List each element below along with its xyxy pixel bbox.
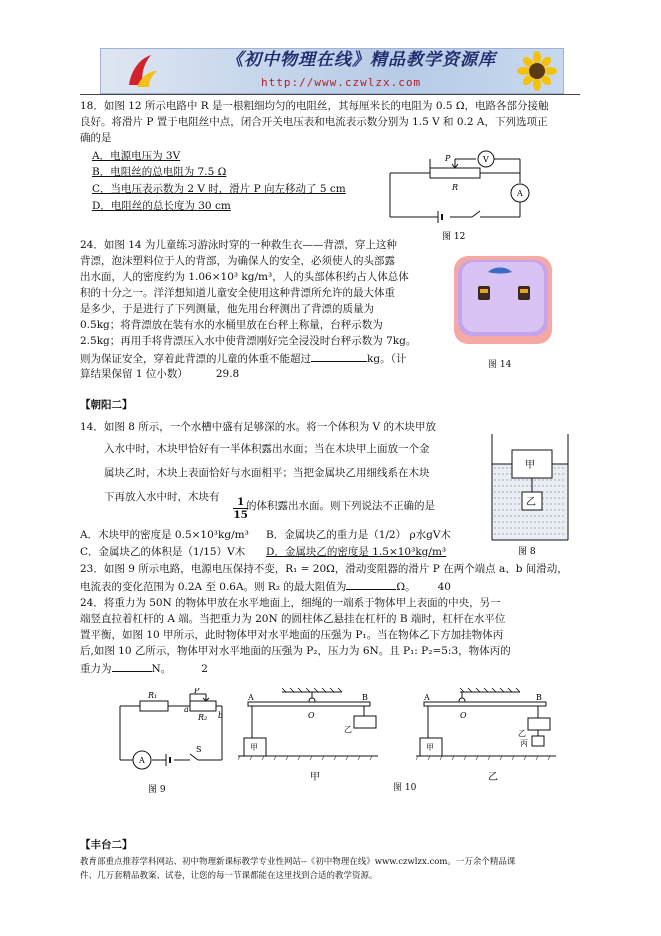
fig10a-O: O: [308, 711, 315, 720]
fig8-block-yi: 乙: [526, 497, 536, 508]
section-fengtai: 【丰台二】: [80, 839, 133, 851]
fig10a-jia: 甲: [250, 743, 258, 752]
fig14-caption: 图 14: [488, 360, 512, 370]
q24b-line: 24．将重力为 50N 的物体甲放在水平地面上，细绳的一端系于物体甲上表面的中央，另一: [80, 597, 501, 609]
fig10a-caption: 甲: [310, 772, 320, 783]
q14-line: 的体积露出水面。则下列说法不正确的是: [246, 500, 435, 512]
site-logo-icon: [121, 51, 161, 91]
fig10b-jia: 甲: [426, 743, 434, 752]
fig12-label-p: P: [445, 154, 451, 163]
q18-option-d: D．电阻丝的总长度为 30 cm: [92, 200, 231, 212]
fig9-r1: R₁: [148, 691, 158, 700]
q23-line-blank: [80, 578, 451, 595]
fig12-ammeter-a: A: [517, 189, 523, 198]
fig10a-yi: 乙: [344, 725, 352, 734]
q24a-line: 0.5kg；将背漂放在装有水的水桶里放在台秤上称量，台秤示数为: [80, 319, 383, 331]
q18-line: 良好。将滑片 P 置于电阻丝中点，闭合开关电压表和电流表示数分别为 1.5 V 和 0.2 A，下列选项正: [80, 116, 548, 128]
q14-option-c: C．金属块乙的体积是（1/15）V木: [80, 546, 246, 558]
q24a-line: 2.5kg；再用手将背漂压入水中使背漂刚好完全浸没时台秤示数为 7kg。: [80, 335, 417, 347]
fig12-label-r: R: [452, 183, 459, 192]
figure-8-water-tank: [486, 428, 576, 556]
q24b-answer: 2: [201, 663, 208, 675]
q24a-line-blank: [80, 350, 406, 367]
q24b-line-blank: [80, 660, 208, 677]
fig10b-caption: 乙: [488, 772, 498, 783]
q24a-line: 是多少，于是进行了下列测量，他先用台秤测出了背漂的质量为: [80, 303, 374, 315]
q24a-note: 算结果保留 1 位小数）: [80, 368, 188, 380]
q14-line: 属块乙时，木块上表面恰好与水面相平；当把金属块乙用细线系在木块: [104, 467, 430, 479]
q24b-line: 后,如图 10 乙所示，物体甲对水平地面的压强为 P₂，压力为 6N。且 P₁: P₂=5:3，物体丙的: [80, 645, 511, 657]
banner-url: http://www.czwlzx.com: [261, 76, 422, 89]
fig9-ammeter: A: [139, 756, 145, 765]
fig10b-B: B: [536, 693, 542, 702]
figure-14-photo: [448, 252, 558, 348]
fig9-r2: R₂: [198, 713, 208, 722]
q24a-unit: kg。（计: [367, 353, 407, 365]
fig9-a-end: a: [184, 705, 189, 714]
q14-option-a: A．木块甲的密度是 0.5×10³kg/m³: [80, 529, 249, 541]
fig10a-A: A: [248, 693, 254, 702]
fig10b-yi: 乙: [518, 729, 526, 738]
banner-title: 《初中物理在线》精品教学资源库: [226, 50, 496, 70]
figure-10-lever-jia: [238, 688, 386, 798]
q24a-line-last: [80, 367, 239, 382]
fig9-caption: 图 9: [148, 785, 166, 795]
q14-line: 下再放入水中时，木块有: [104, 491, 220, 503]
q24a-answer: 29.8: [215, 368, 240, 380]
q24b-answer-blank: [112, 660, 152, 672]
q14-option-d: D．金属块乙的密度是 1.5×10³kg/m³: [266, 546, 447, 558]
fig9-switch: S: [196, 745, 202, 754]
q24a-line: 出水面，人的密度约为 1.06×10³ kg/m³，人的头部体积约占人体总体: [80, 271, 409, 283]
q24a-line: 积的十分之一。洋洋想知道儿童安全使用这种背漂所允许的最大体重: [80, 287, 395, 299]
footer-line: 教育部重点推荐学科网站、初中物理新课标教学专业性网站--《初中物理在线》www.czwlzx.com。一万余个精品课: [80, 857, 516, 867]
q24b-line: 端竖直拉着杠杆的 A 端。当把重力为 20N 的圆柱体乙悬挂在杠杆的 B 端时，杠杆在水平位: [80, 613, 506, 625]
fig10-caption: 图 10: [393, 783, 417, 793]
q24b-line: 置平衡，如图 10 甲所示，此时物体甲对水平地面的压强为 P₁。当在物体乙下方加挂物体丙: [80, 629, 504, 641]
q18-option-b: B．电阻丝的总电阻为 7.5 Ω: [92, 166, 227, 178]
fig9-p: P: [194, 688, 200, 695]
q24a-line: 24．如图 14 为儿童练习游泳时穿的一种救生衣——背漂，穿上这种: [80, 239, 397, 251]
q23-answer-blank: [346, 578, 396, 590]
fig9-b-end: b: [218, 711, 224, 720]
header-rule: [80, 94, 580, 95]
fig10b-A: A: [424, 693, 430, 702]
fig12-caption: 图 12: [442, 232, 466, 242]
q18-option-a: A．电源电压为 3V: [92, 150, 181, 162]
q24a-answer-blank: [311, 350, 367, 362]
site-banner: [100, 48, 564, 94]
figure-9-circuit: [110, 688, 230, 798]
fig12-voltmeter-v: V: [483, 155, 489, 164]
q14-option-b: B．金属块乙的重力是（1/2） ρ水gV木: [266, 529, 451, 541]
q14-frac-den: 15: [233, 509, 248, 521]
q18-option-c: C．当电压表示数为 2 V 时，滑片 P 向左移动了 5 cm: [92, 183, 346, 195]
q14-frac-num: 1: [233, 496, 248, 509]
q24b-unit: N。: [151, 663, 172, 675]
q14-line: 入水中时，木块甲恰好有一半体积露出水面；当在木块甲上面放一个金: [104, 443, 430, 455]
figure-12-circuit: [380, 145, 540, 245]
q24a-prompt: 则为保证安全，穿着此背漂的儿童的体重不能超过: [80, 353, 311, 365]
fig8-block-jia: 甲: [525, 460, 535, 471]
q18-line: 18．如图 12 所示电路中 R 是一根粗细均匀的电阻丝，其每厘米长的电阻为 0.5 Ω，电路各部分接触: [80, 100, 549, 112]
footer-line: 件、几万套精品教案、试卷，让您的每一节课都能在这里找到合适的教学资源。: [80, 871, 378, 881]
section-chaoyang: 【朝阳二】: [80, 399, 133, 411]
q24b-prompt: 重力为: [80, 663, 112, 675]
fig10b-O: O: [460, 711, 467, 720]
q18-line: 确的是: [80, 132, 112, 144]
swim-float-image: [448, 252, 558, 348]
q23-answer: 40: [437, 581, 451, 593]
q14-line: 14．如图 8 所示，一个水槽中盛有足够深的水。将一个体积为 V 的木块甲放: [80, 421, 436, 433]
q23-prompt: 电流表的变化范围为 0.2A 至 0.6A。则 R₂ 的最大阻值为: [80, 581, 347, 593]
fig10b-bing: 丙: [520, 739, 528, 748]
figure-10-lever-yi: [416, 688, 566, 798]
sunflower-icon: [517, 51, 557, 91]
q24a-line: 背漂，泡沫塑料位于人的背部，为确保人的安全，必须使人的头部露: [80, 255, 395, 267]
q23-unit: Ω。: [396, 581, 416, 593]
q23-line: 23．如图 9 所示电路，电源电压保持不变，R₁ = 20Ω，滑动变阻器的滑片 P 在两个端点 a、b 间滑动，: [80, 563, 568, 575]
fig8-caption: 图 8: [518, 547, 536, 556]
fig10a-B: B: [362, 693, 368, 702]
